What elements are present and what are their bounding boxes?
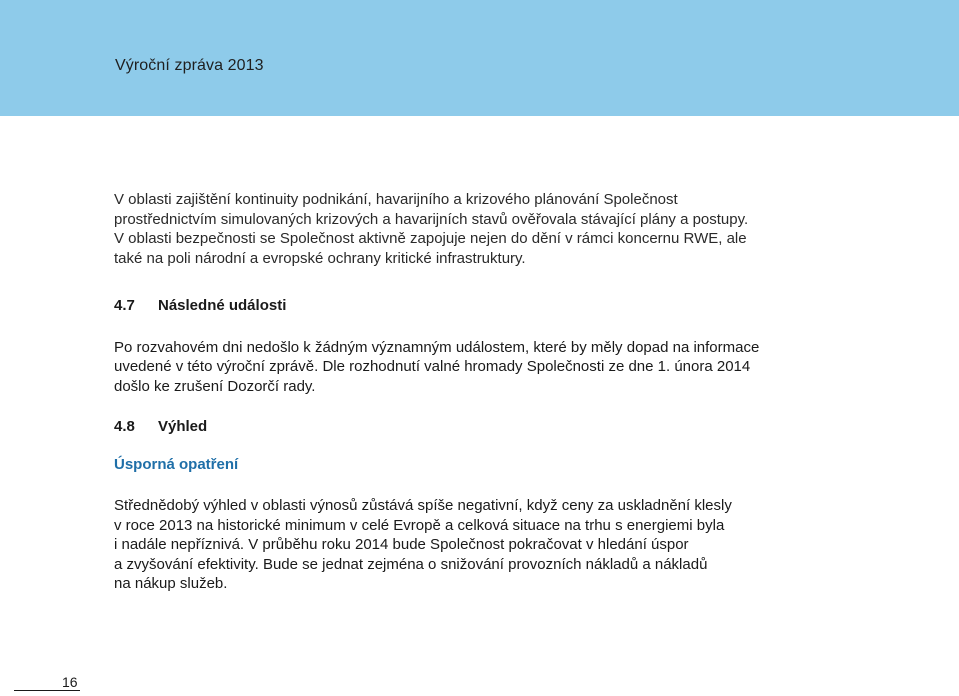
section-4-7-paragraph <box>114 338 834 397</box>
text-line: i nadále nepříznivá. V průběhu roku 2014 bude Společnost pokračovat v hledání úspor <box>114 536 689 553</box>
text-line: také na poli národní a evropské ochrany kritické infrastruktury. <box>114 249 526 267</box>
text-line: prostřednictvím simulovaných krizových a havarijních stavů ověřovala stávající plány a postupy. <box>114 210 749 228</box>
text-line: V oblasti bezpečnosti se Společnost aktivně zapojuje nejen do dění v rámci koncernu RWE, ale <box>114 230 747 247</box>
page-content <box>114 190 834 594</box>
text-line: došlo ke zrušení Dozorčí rady. <box>114 377 316 395</box>
subheading-savings: Úsporná opatření <box>114 455 239 473</box>
section-heading-4-7 <box>114 296 834 316</box>
footer-rule <box>14 690 80 691</box>
intro-paragraph <box>114 190 834 268</box>
header-band <box>0 0 959 116</box>
section-title: Výhled <box>158 418 208 435</box>
text-line: na nákup služeb. <box>114 575 228 592</box>
section-4-8-paragraph <box>114 496 834 594</box>
section-heading-4-8 <box>114 417 834 437</box>
section-number: 4.7 <box>114 297 135 314</box>
text-line: V oblasti zajištění kontinuity podnikání, havarijního a krizového plánování Společnost <box>114 191 678 208</box>
text-line: v roce 2013 na historické minimum v celé Evropě a celková situace na trhu s energiemi byla <box>114 516 725 534</box>
section-title: Následné události <box>158 297 287 314</box>
document-title: Výroční zpráva 2013 <box>115 57 264 74</box>
text-line: a zvyšování efektivity. Bude se jednat zejména o snižování provozních nákladů a nákladů <box>114 555 708 573</box>
text-line: Po rozvahovém dni nedošlo k žádným významným událostem, které by měly dopad na informace <box>114 338 760 356</box>
section-number: 4.8 <box>114 418 135 435</box>
text-line: Střednědobý výhled v oblasti výnosů zůstává spíše negativní, když ceny za uskladnění klesly <box>114 497 732 514</box>
page-number: 16 <box>62 674 78 690</box>
text-line: uvedené v této výroční zprávě. Dle rozhodnutí valné hromady Společnosti ze dne 1. února 2014 <box>114 358 751 375</box>
